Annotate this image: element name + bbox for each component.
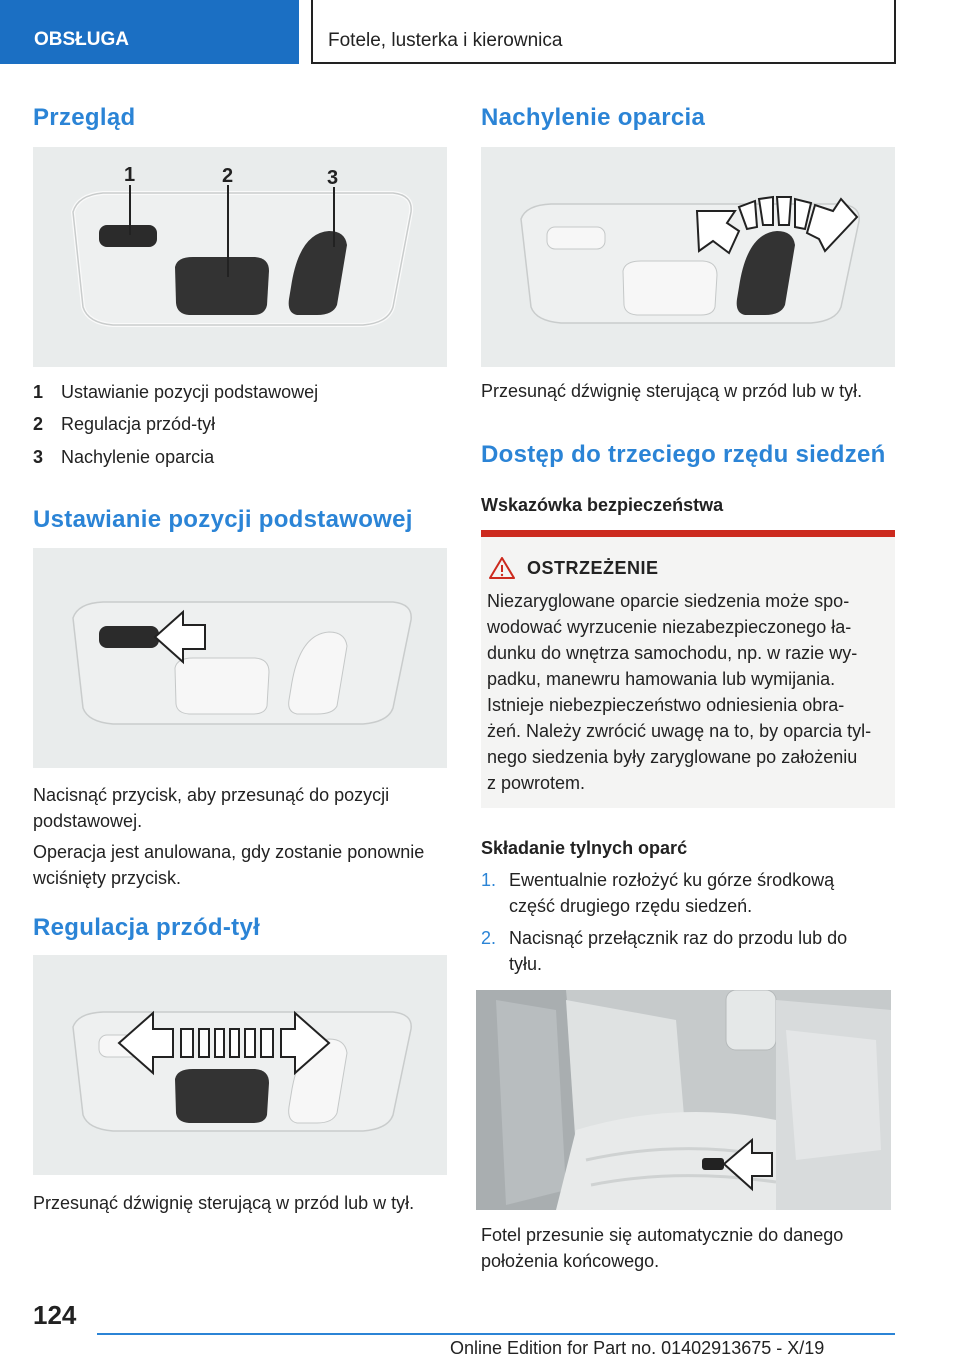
basic-position-text-1: Nacisnąć przycisk, aby przesunąć do pozycji podstawowej. [33, 785, 390, 831]
basic-position-button-figure [33, 548, 447, 768]
legend-item-2 [33, 411, 447, 437]
fore-aft-figure [33, 955, 447, 1175]
legend-item-1 [33, 379, 447, 405]
backrest-tilt-heading: Nachylenie oparcia [481, 104, 706, 131]
end-position-text: Fotel przesunie się automatycznie do danego położenia końcowego. [481, 1225, 844, 1271]
warning-line: Niezaryglowane oparcie siedzenia może spo- [487, 591, 850, 611]
warning-line: Istnieje niebezpieczeństwo odniesienia obra- [487, 695, 845, 715]
step-1 [481, 867, 895, 919]
fore-aft-text: Przesunąć dźwignię sterującą w przód lub w tył. [33, 1193, 415, 1213]
third-row-heading: Dostęp do trzeciego rzędu siedzeń [481, 441, 886, 468]
step-text: Ewentualnie rozłożyć ku górze środkową część drugiego rzędu siedzeń. [509, 870, 835, 916]
warning-line: nego siedzenia były zaryglowane po założeniu [487, 747, 858, 767]
warning-bar [481, 530, 895, 537]
basic-position-text-2: Operacja jest anulowana, gdy zostanie ponownie wciśnięty przycisk. [33, 842, 425, 888]
third-row-seat-photo [476, 990, 891, 1210]
step-text: Nacisnąć przełącznik raz do przodu lub do tyłu. [509, 928, 848, 974]
legend-number: 1 [33, 382, 44, 402]
warning-line: padku, manewru hamowania lub wymijania. [487, 669, 836, 689]
chapter-title: Fotele, lusterka i kierownica [311, 0, 896, 64]
callout-1: 1 [124, 164, 136, 186]
section-tab: OBSŁUGA [0, 0, 299, 64]
warning-label: OSTRZEŻENIE [527, 558, 659, 578]
step-2 [481, 925, 895, 977]
warning-line: z powrotem. [487, 773, 586, 793]
legend-text: Regulacja przód-tył [61, 414, 216, 434]
warning-triangle-icon [489, 557, 515, 579]
callout-3: 3 [327, 167, 339, 189]
callout-2: 2 [222, 165, 234, 187]
backrest-tilt-text: Przesunąć dźwignię sterującą w przód lub w tył. [481, 381, 863, 401]
step-number: 2. [481, 928, 497, 948]
legend-text: Ustawianie pozycji podstawowej [61, 382, 319, 402]
safety-note-heading: Wskazówka bezpieczeństwa [481, 495, 724, 515]
legend-number: 2 [33, 414, 44, 434]
backrest-tilt-figure [481, 147, 895, 367]
warning-line: wodować wyrzucenie niezabezpieczonego ła- [487, 617, 852, 637]
warning-box [481, 537, 895, 808]
seat-controls-overview-figure [33, 147, 447, 367]
fore-aft-heading: Regulacja przód-tył [33, 914, 261, 941]
step-number: 1. [481, 870, 497, 890]
legend-text: Nachylenie oparcia [61, 447, 215, 467]
edition-note: Online Edition for Part no. 01402913675 - X/19 [450, 1338, 825, 1358]
fold-backrests-heading: Składanie tylnych oparć [481, 838, 688, 858]
legend-item-3 [33, 444, 447, 470]
warning-text [487, 588, 871, 796]
legend-number: 3 [33, 447, 44, 467]
warning-line: dunku do wnętrza samochodu, np. w razie wy- [487, 643, 858, 663]
page-number: 124 [33, 1300, 77, 1330]
basic-position-heading: Ustawianie pozycji podstawowej [33, 506, 413, 533]
overview-heading: Przegląd [33, 104, 136, 131]
warning-line: żeń. Należy zwrócić uwagę na to, by oparcia tyl- [487, 721, 872, 741]
